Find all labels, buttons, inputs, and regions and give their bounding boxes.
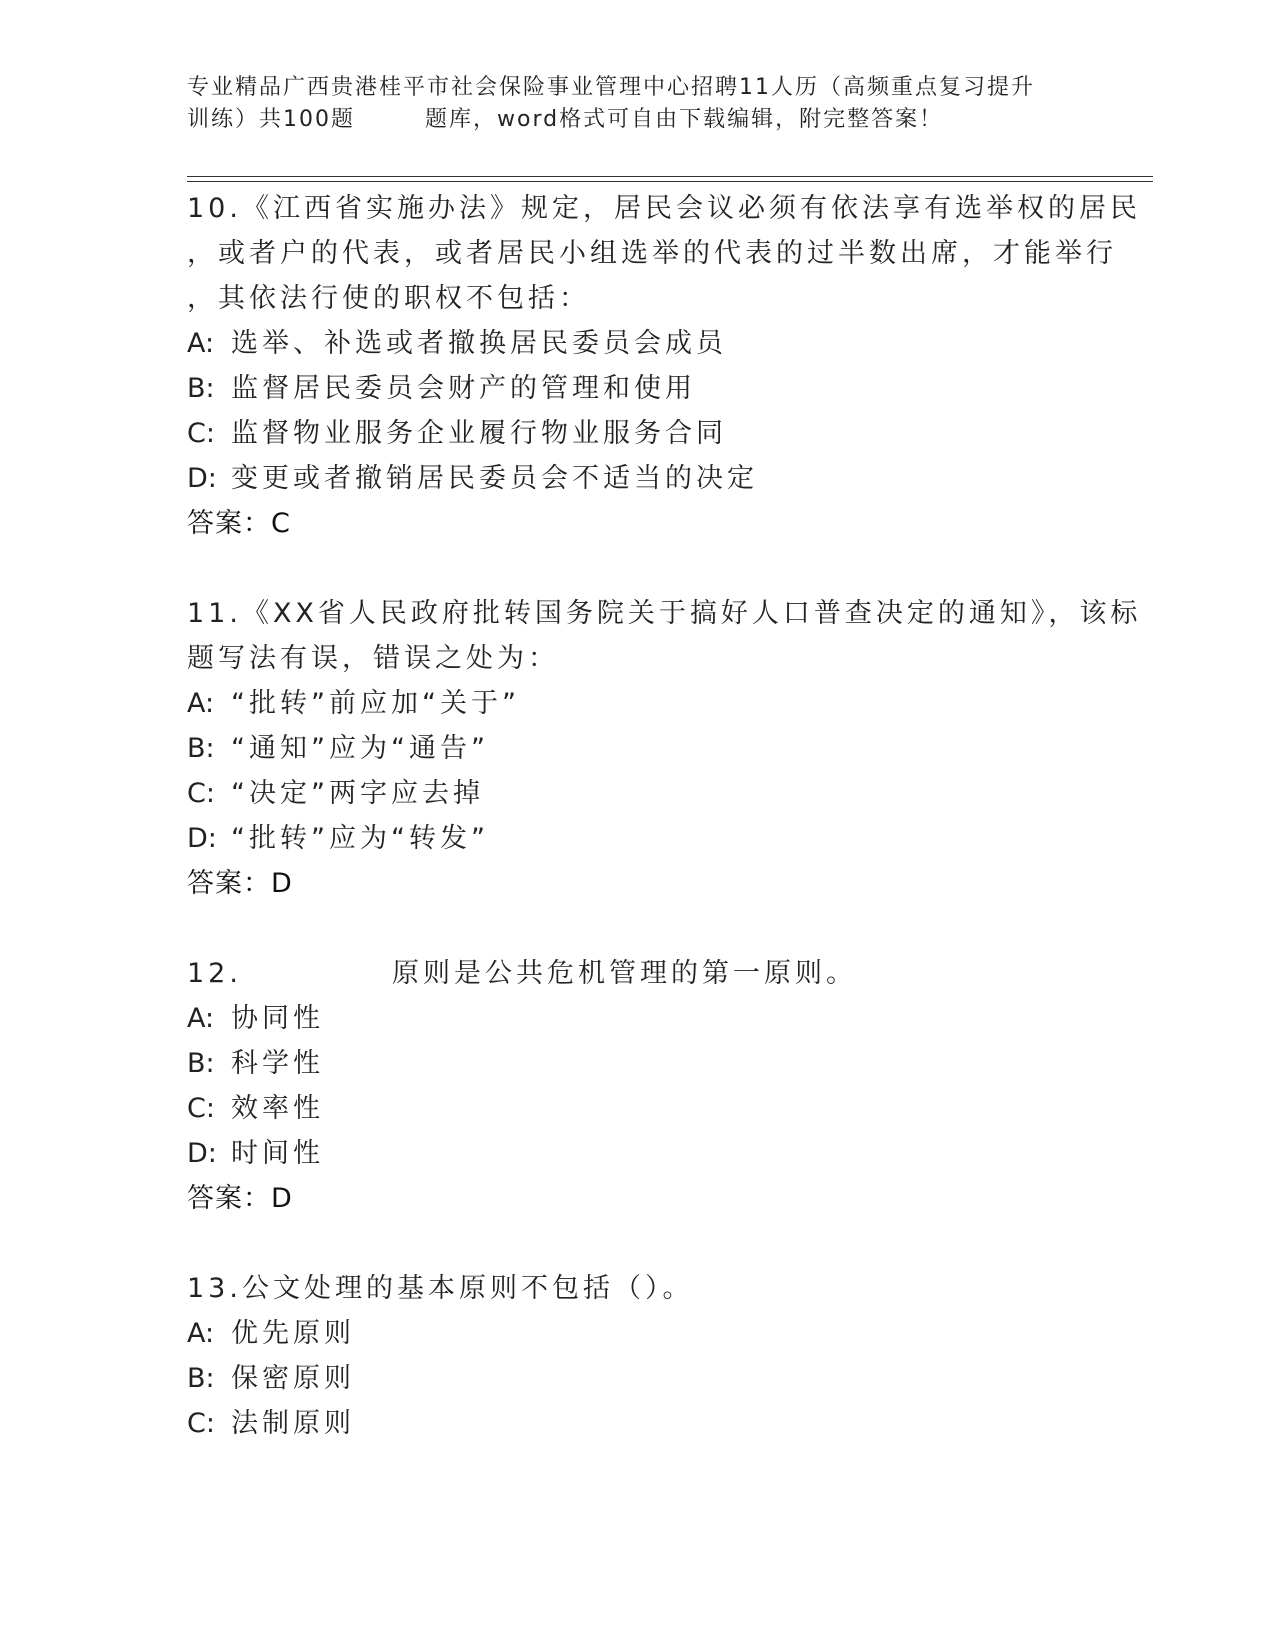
option-d xyxy=(187,456,1127,501)
option-text: 时间性 xyxy=(231,1138,324,1169)
option-c xyxy=(187,1401,1127,1446)
option-a xyxy=(187,996,1127,1041)
answer-line xyxy=(187,501,1127,546)
question-12 xyxy=(187,951,1127,1221)
option-text: 选举、补选或者撤换居民委员会成员 xyxy=(231,328,727,359)
option-d xyxy=(187,816,1127,861)
option-letter: C: xyxy=(187,1093,215,1124)
question-list xyxy=(187,186,1142,1446)
question-10 xyxy=(187,186,1141,546)
option-a xyxy=(187,681,1127,726)
option-letter: C: xyxy=(187,418,215,449)
question-stem-line: ，其依法行使的职权不包括： xyxy=(187,283,590,314)
option-text: 保密原则 xyxy=(231,1363,355,1394)
answer-value: D xyxy=(271,1183,293,1214)
answer-line xyxy=(187,861,1127,906)
option-text: “批转”前应加“关于” xyxy=(231,688,520,719)
option-b xyxy=(187,1356,1127,1401)
option-letter: A: xyxy=(187,1003,215,1034)
question-stem-line: 13.公文处理的基本原则不包括（）。 xyxy=(187,1273,694,1304)
question-number: 12. xyxy=(187,958,242,989)
option-letter: C: xyxy=(187,778,215,809)
option-text: 变更或者撤销居民委员会不适当的决定 xyxy=(231,463,758,494)
question-stem-line xyxy=(187,951,1127,996)
option-text: 监督物业服务企业履行物业服务合同 xyxy=(231,418,727,449)
answer-label: 答案： xyxy=(187,1183,271,1214)
option-b xyxy=(187,366,1127,411)
header-divider-bottom xyxy=(187,181,1153,182)
option-letter: D: xyxy=(187,1138,217,1169)
option-d xyxy=(187,1131,1127,1176)
question-11 xyxy=(187,591,1142,906)
answer-label: 答案： xyxy=(187,508,271,539)
document-header xyxy=(187,72,1087,136)
question-stem-line: 题写法有误，错误之处为： xyxy=(187,643,559,674)
option-letter: C: xyxy=(187,1408,215,1439)
option-text: 科学性 xyxy=(231,1048,324,1079)
option-letter: A: xyxy=(187,1318,215,1349)
header-title-line-2 xyxy=(187,104,1087,136)
option-c xyxy=(187,411,1127,456)
question-stem-line: 11.《XX省人民政府批转国务院关于搞好人口普查决定的通知》，该标 xyxy=(187,598,1142,629)
option-letter: D: xyxy=(187,463,217,494)
option-letter: B: xyxy=(187,1048,215,1079)
question-13 xyxy=(187,1266,1127,1446)
question-stem-line: 10.《江西省实施办法》规定，居民会议必须有依法享有选举权的居民 xyxy=(187,193,1141,224)
option-text: “通知”应为“通告” xyxy=(231,733,489,764)
answer-label: 答案： xyxy=(187,868,271,899)
option-text: 协同性 xyxy=(231,1003,324,1034)
option-text: 效率性 xyxy=(231,1093,324,1124)
option-letter: D: xyxy=(187,823,217,854)
option-b xyxy=(187,1041,1127,1086)
answer-value: D xyxy=(271,868,293,899)
question-stem-line: ，或者户的代表，或者居民小组选举的代表的过半数出席，才能举行 xyxy=(187,238,1117,269)
answer-value: C xyxy=(271,508,291,539)
option-letter: A: xyxy=(187,688,215,719)
header-title-line-2-part-b: 题库，word格式可自由下载编辑，附完整答案！ xyxy=(425,107,944,132)
question-stem-text: 原则是公共危机管理的第一原则。 xyxy=(391,958,857,989)
option-text: 法制原则 xyxy=(231,1408,355,1439)
option-a xyxy=(187,1311,1127,1356)
option-text: 监督居民委员会财产的管理和使用 xyxy=(231,373,696,404)
option-c xyxy=(187,771,1127,816)
option-text: “批转”应为“转发” xyxy=(231,823,489,854)
option-letter: A: xyxy=(187,328,215,359)
option-b xyxy=(187,726,1127,771)
header-divider-top xyxy=(187,176,1153,177)
option-text: 优先原则 xyxy=(231,1318,355,1349)
option-a xyxy=(187,321,1127,366)
option-letter: B: xyxy=(187,1363,215,1394)
option-c xyxy=(187,1086,1127,1131)
header-title-line-1: 专业精品广西贵港桂平市社会保险事业管理中心招聘11人历（高频重点复习提升 xyxy=(187,75,1035,100)
header-title-line-2-part-a: 训练）共100题 xyxy=(187,107,355,132)
answer-line xyxy=(187,1176,1127,1221)
option-text: “决定”两字应去掉 xyxy=(231,778,484,809)
option-letter: B: xyxy=(187,373,215,404)
option-letter: B: xyxy=(187,733,215,764)
